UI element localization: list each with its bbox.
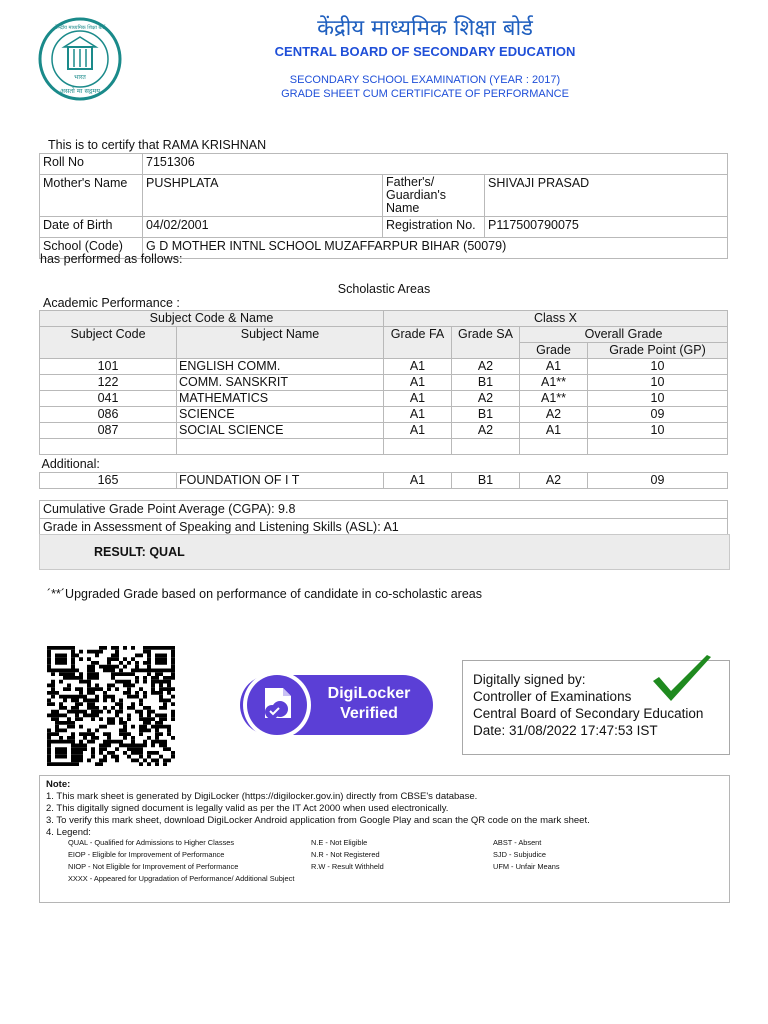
legend-item: ABST - Absent bbox=[493, 838, 542, 847]
subject-name-header: Subject Name bbox=[177, 327, 384, 359]
overall-grade: A2 bbox=[520, 473, 588, 489]
signer-title: Controller of Examinations bbox=[473, 689, 632, 704]
dob-label: Date of Birth bbox=[40, 217, 143, 238]
father-value: SHIVAJI PRASAD bbox=[485, 175, 728, 217]
table-row-empty bbox=[40, 439, 728, 455]
note-3: 3. To verify this mark sheet, download DigiLocker Android application from Google Play and scan the QR code on the mark sheet. bbox=[46, 815, 590, 826]
additional-label-row bbox=[40, 455, 728, 473]
grade-sa: B1 bbox=[452, 473, 520, 489]
legend-item: R.W - Result Withheld bbox=[311, 862, 384, 871]
grade-sa: A2 bbox=[452, 423, 520, 439]
signed-by-label: Digitally signed by: bbox=[473, 672, 586, 687]
table-row bbox=[40, 423, 728, 439]
additional-label: Additional: bbox=[41, 457, 100, 471]
roll-value: 7151306 bbox=[143, 154, 728, 175]
grade-sa: A2 bbox=[452, 391, 520, 407]
qr-code bbox=[47, 646, 175, 766]
subject-code: 101 bbox=[40, 359, 177, 375]
legend-item: SJD - Subjudice bbox=[493, 850, 546, 859]
overall-grade: A1** bbox=[520, 375, 588, 391]
table-header-row bbox=[40, 327, 728, 343]
logo-arc-text: केन्द्रीय माध्यमिक शिक्षा बोर्ड bbox=[54, 25, 106, 31]
grade-fa: A1 bbox=[384, 359, 452, 375]
subject-code: 122 bbox=[40, 375, 177, 391]
cbse-logo bbox=[38, 17, 122, 101]
exam-line: SECONDARY SCHOOL EXAMINATION (YEAR : 2017) bbox=[289, 74, 561, 86]
legend-item: XXXX - Appeared for Upgradation of Performance/ Additional Subject bbox=[68, 874, 295, 883]
table-row bbox=[40, 473, 728, 489]
digital-signature-box bbox=[462, 660, 730, 755]
digilocker-verified-badge bbox=[240, 670, 433, 740]
grade-fa: A1 bbox=[384, 423, 452, 439]
digilocker-label: DigiLocker bbox=[327, 685, 411, 702]
grade-fa: A1 bbox=[384, 473, 452, 489]
subject-code-name-header: Subject Code & Name bbox=[40, 311, 384, 327]
grade-sa: B1 bbox=[452, 375, 520, 391]
father-label-1: Father's/ bbox=[386, 175, 435, 189]
table-row bbox=[40, 375, 728, 391]
subject-name: MATHEMATICS bbox=[177, 391, 384, 407]
subject-name: SOCIAL SCIENCE bbox=[177, 423, 384, 439]
subject-code: 041 bbox=[40, 391, 177, 407]
result-box bbox=[39, 534, 730, 570]
table-row bbox=[40, 359, 728, 375]
reg-label: Registration No. bbox=[383, 217, 485, 238]
subject-name: ENGLISH COMM. bbox=[177, 359, 384, 375]
mother-value: PUSHPLATA bbox=[143, 175, 383, 217]
board-name: CENTRAL BOARD OF SECONDARY EDUCATION bbox=[274, 44, 576, 59]
grade-fa: A1 bbox=[384, 407, 452, 423]
overall-grade: A2 bbox=[520, 407, 588, 423]
cgpa-table bbox=[39, 500, 728, 537]
grade-sa: A2 bbox=[452, 359, 520, 375]
logo-motto: असतो मा सद्गमय bbox=[60, 87, 100, 95]
hindi-title: केंद्रीय माध्यमिक शिक्षा बोर्ड bbox=[317, 16, 533, 41]
certify-line: This is to certify that RAMA KRISHNAN bbox=[48, 138, 267, 152]
father-label-2: Guardian's Name bbox=[386, 188, 447, 215]
table-row bbox=[40, 407, 728, 423]
overall-grade: A1 bbox=[520, 359, 588, 375]
grade-point: 10 bbox=[588, 359, 728, 375]
overall-grade: A1** bbox=[520, 391, 588, 407]
notes-title: Note: bbox=[46, 779, 71, 790]
note-4: 4. Legend: bbox=[46, 827, 91, 838]
subject-code: 087 bbox=[40, 423, 177, 439]
subject-name: FOUNDATION OF I T bbox=[177, 473, 384, 489]
subject-name: SCIENCE bbox=[177, 407, 384, 423]
note-1: 1. This mark sheet is generated by DigiLocker (https://digilocker.gov.in) directly from CBSE's database. bbox=[46, 791, 478, 802]
grade-point: 10 bbox=[588, 423, 728, 439]
table-row bbox=[40, 217, 728, 238]
academic-label: Academic Performance : bbox=[43, 296, 180, 310]
marks-table bbox=[39, 310, 728, 489]
table-header-row bbox=[40, 311, 728, 327]
grade-header: Grade bbox=[520, 343, 588, 359]
grade-point: 10 bbox=[588, 375, 728, 391]
subject-code: 165 bbox=[40, 473, 177, 489]
grade-point-header: Grade Point (GP) bbox=[588, 343, 728, 359]
grade-fa-header: Grade FA bbox=[384, 327, 452, 359]
father-label bbox=[383, 175, 485, 217]
dob-value: 04/02/2001 bbox=[143, 217, 383, 238]
verified-label: Verified bbox=[340, 705, 398, 722]
legend-item: NIOP - Not Eligible for Improvement of Performance bbox=[68, 862, 239, 871]
asl-line: Grade in Assessment of Speaking and Listening Skills (ASL): A1 bbox=[40, 519, 728, 537]
legend-item: QUAL - Qualified for Admissions to Higher Classes bbox=[68, 838, 235, 847]
signature-date: Date: 31/08/2022 17:47:53 IST bbox=[473, 723, 658, 738]
table-row bbox=[40, 175, 728, 217]
scholastic-title: Scholastic Areas bbox=[337, 282, 431, 296]
subject-code: 086 bbox=[40, 407, 177, 423]
mother-label: Mother's Name bbox=[40, 175, 143, 217]
grade-sa-header: Grade SA bbox=[452, 327, 520, 359]
table-row bbox=[40, 501, 728, 519]
overall-grade: A1 bbox=[520, 423, 588, 439]
class-header: Class X bbox=[384, 311, 728, 327]
grade-point: 10 bbox=[588, 391, 728, 407]
signer-org: Central Board of Secondary Education bbox=[473, 706, 704, 721]
cgpa-line: Cumulative Grade Point Average (CGPA): 9.8 bbox=[40, 501, 728, 519]
grade-sa: B1 bbox=[452, 407, 520, 423]
subject-name: COMM. SANSKRIT bbox=[177, 375, 384, 391]
legend-item: N.E - Not Eligible bbox=[311, 838, 368, 847]
logo-small-text: भारत bbox=[74, 74, 86, 81]
overall-grade-header: Overall Grade bbox=[520, 327, 728, 343]
student-info-table bbox=[39, 153, 728, 259]
result-line: RESULT: QUAL bbox=[94, 545, 185, 559]
table-row bbox=[40, 154, 728, 175]
table-row bbox=[40, 391, 728, 407]
school-value: G D MOTHER INTNL SCHOOL MUZAFFARPUR BIHAR (50079) bbox=[143, 238, 728, 259]
grade-point: 09 bbox=[588, 407, 728, 423]
grade-fa: A1 bbox=[384, 375, 452, 391]
grade-fa: A1 bbox=[384, 391, 452, 407]
notes-box bbox=[39, 775, 730, 903]
performed-line: has performed as follows: bbox=[40, 252, 183, 266]
legend-item: N.R - Not Registered bbox=[311, 850, 380, 859]
legend-item: EIOP - Eligible for Improvement of Performance bbox=[68, 850, 225, 859]
legend-item: UFM - Unfair Means bbox=[493, 862, 560, 871]
sheet-line: GRADE SHEET CUM CERTIFICATE OF PERFORMANCE bbox=[281, 88, 569, 100]
reg-value: P117500790075 bbox=[485, 217, 728, 238]
note-2: 2. This digitally signed document is legally valid as per the IT Act 2000 when used electronically. bbox=[46, 803, 449, 814]
school-label: School (Code) bbox=[40, 238, 143, 259]
upgraded-note: ´**´Upgraded Grade based on performance of candidate in co-scholastic areas bbox=[47, 587, 482, 601]
grade-point: 09 bbox=[588, 473, 728, 489]
subject-code-header: Subject Code bbox=[40, 327, 177, 359]
roll-label: Roll No bbox=[40, 154, 143, 175]
